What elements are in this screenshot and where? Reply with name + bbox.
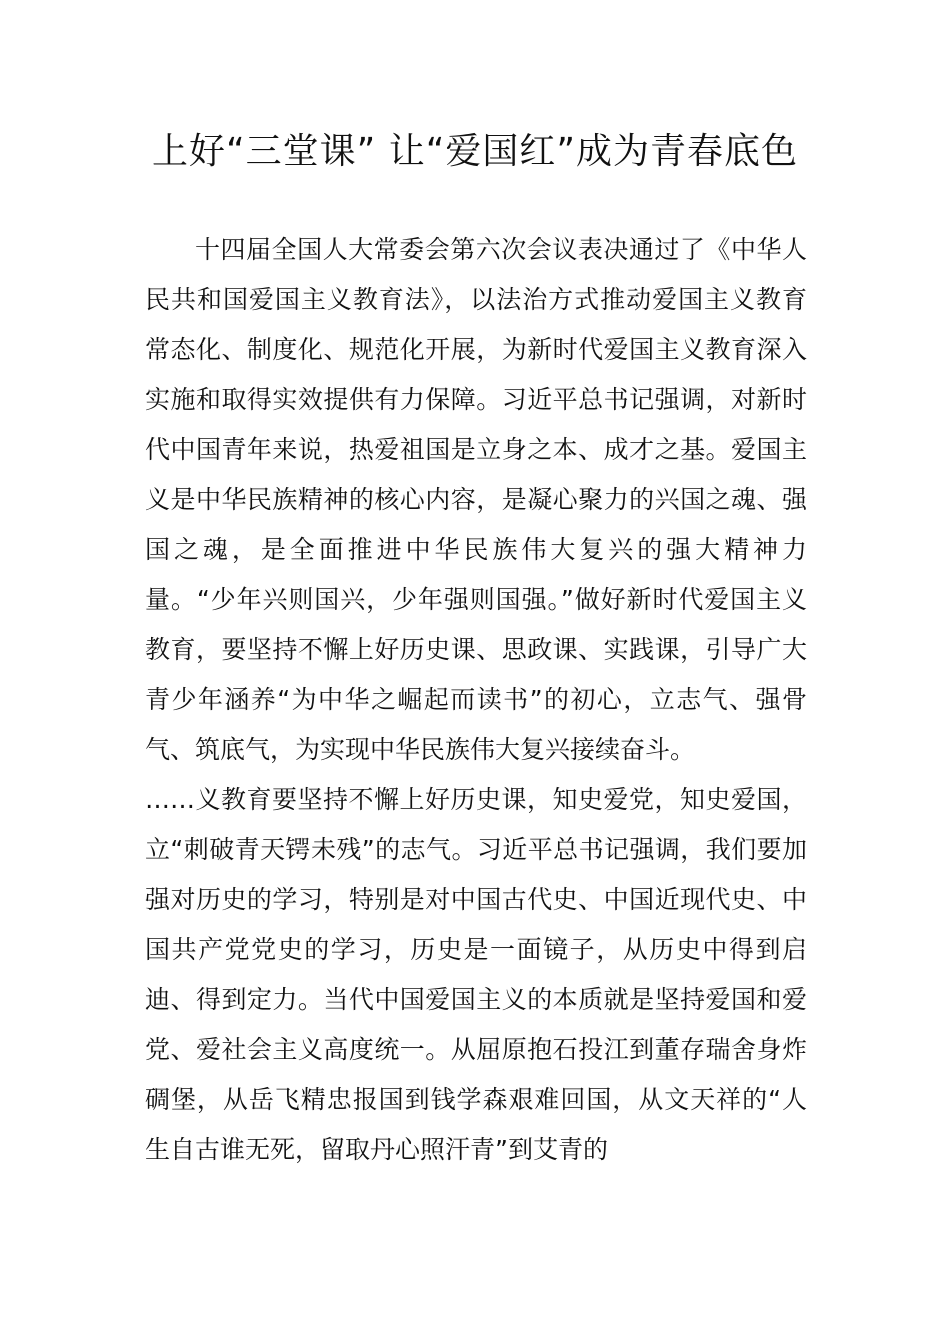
document-body (145, 225, 807, 1175)
document-title: 上好“三堂课” 让“爱国红”成为青春底色 (151, 131, 799, 172)
paragraph-intro: 十四届全国人大常委会第六次会议表决通过了《中华人民共和国爱国主义教育法》，以法治方式推动爱国主义教育常态化、制度化、规范化开展，为新时代爱国主义教育深入实施和取得实效提供有力保障。习近平总书记强调，对新时代中国青年来说，热爱祖国是立身之本、成才之基。爱国主义是中华民族精神的核心内容，是凝心聚力的兴国之魂、强国之魂，是全面推进中华民族伟大复兴的强大精神力量。“少年兴则国兴，少年强则国强。”做好新时代爱国主义教育，要坚持不懈上好历史课、思政课、实践课，引导广大青少年涵养“为中华之崛起而读书”的初心，立志气、强骨气、筑底气，为实现中华民族伟大复兴接续奋斗。 (145, 235, 807, 764)
paragraph-history-lesson: ……义教育要坚持不懈上好历史课，知史爱党，知史爱国，立“刺破青天锷未残”的志气。习近平总书记强调，我们要加强对历史的学习，特别是对中国古代史、中国近现代史、中国共产党党史的学习，历史是一面镜子，从历史中得到启迪、得到定力。当代中国爱国主义的本质就是坚持爱国和爱党、爱社会主义高度统一。从屈原抱石投江到董存瑞舍身炸碉堡，从岳飞精忠报国到钱学森艰难回国，从文天祥的“人生自古谁无死，留取丹心照汗青”到艾青的 (145, 785, 807, 1164)
